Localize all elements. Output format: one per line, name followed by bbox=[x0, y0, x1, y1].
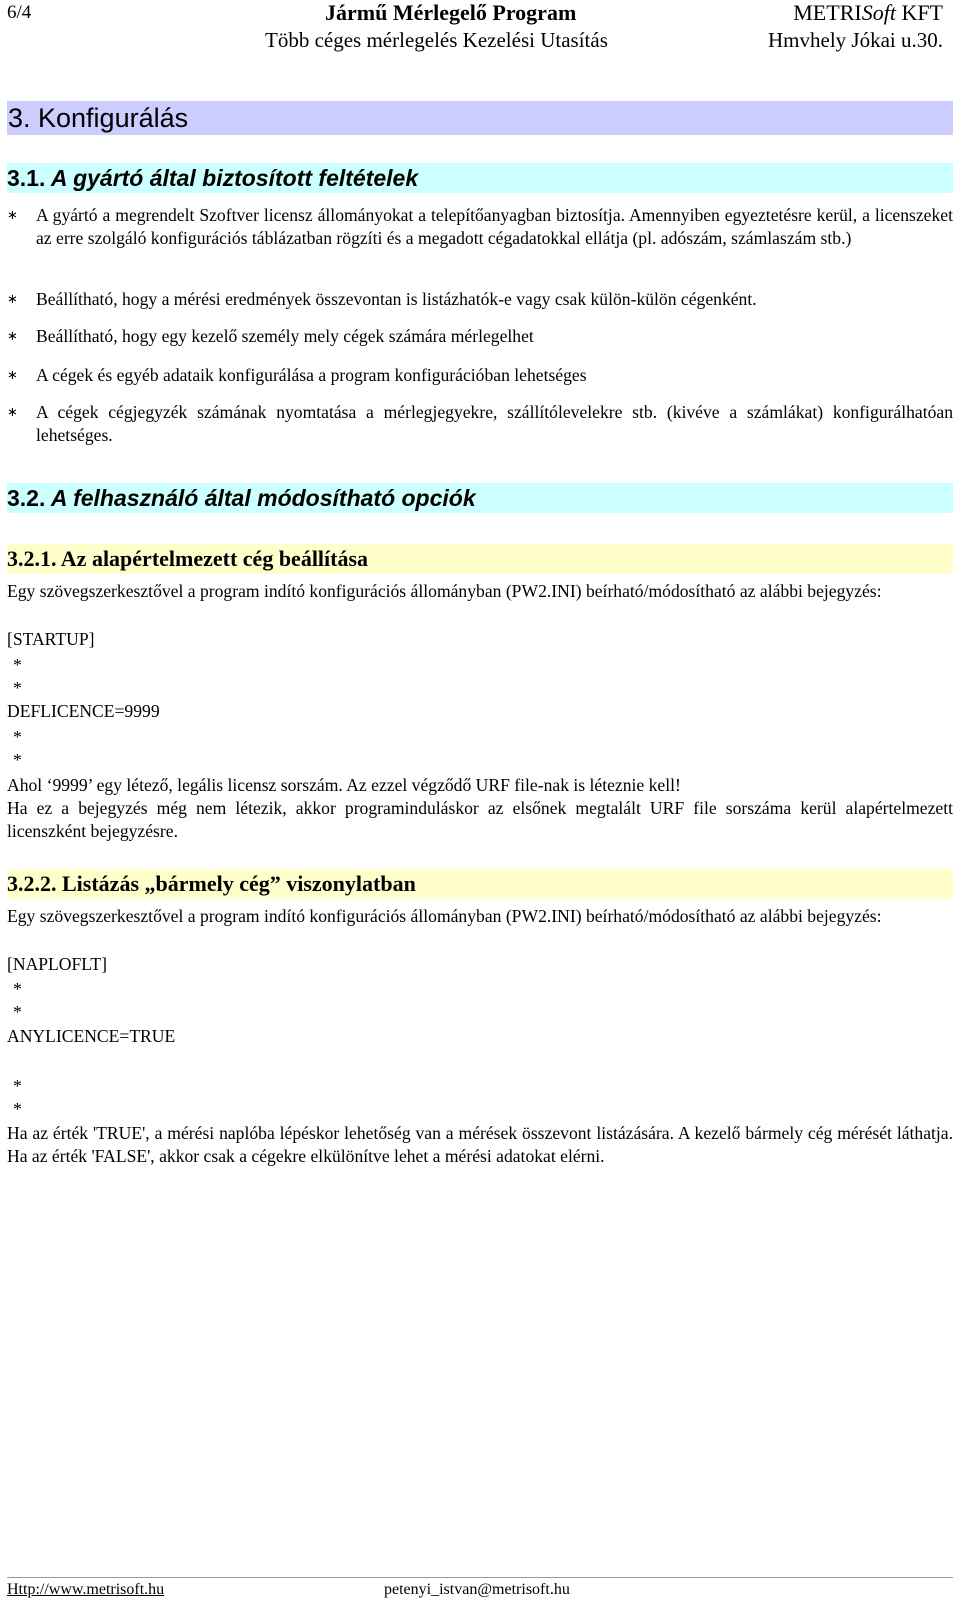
website-link[interactable]: Http://www.metrisoft.hu bbox=[7, 1581, 165, 1598]
heading-section-3-2-1: 3.2.1. Az alapértelmezett cég beállítása bbox=[7, 544, 953, 574]
company-name-italic: Soft bbox=[861, 0, 896, 25]
config-line-section: [STARTUP] bbox=[7, 629, 95, 649]
bullet-text: Beállítható, hogy egy kezelő személy mely cégek számára mérlegelhet bbox=[36, 326, 534, 346]
bullet-item bbox=[7, 401, 953, 447]
heading-text: A felhasználó által módosítható opciók bbox=[50, 485, 476, 511]
company-address: Hmvhely Jókai u.30. bbox=[768, 28, 943, 52]
config-ellipsis-star: * bbox=[13, 1076, 22, 1096]
bullet-text: A gyártó a megrendelt Szoftver licensz állományokat a telepítőanyagban biztosítja. Amennyiben egyeztetésre kerül, a licenszeket az erre szolgáló konfigurációs táblázatban rögzíti és a megadott cégadatokkal ellátja (pl. adószám, számlaszám stb.) bbox=[36, 205, 953, 248]
heading-section-3-2-2: 3.2.2. Listázás „bármely cég” viszonylatban bbox=[7, 869, 953, 899]
document-page bbox=[7, 0, 953, 1166]
paragraph-note: Ahol ‘9999’ egy létező, legális licensz sorszám. Az ezzel végződő URF file-nak is léteznie kell! bbox=[7, 775, 681, 795]
page-header bbox=[7, 0, 953, 56]
config-ellipsis-star: * bbox=[13, 727, 22, 747]
bullet-text: A cégek cégjegyzék számának nyomtatása a mérlegjegyekre, szállítólevelekre stb. (kivéve a számlákat) konfigurálhatóan lehetséges. bbox=[36, 402, 953, 445]
config-ellipsis-star: * bbox=[13, 979, 22, 999]
bullet-star-icon: ∗ bbox=[7, 208, 18, 223]
contact-email: petenyi_istvan@metrisoft.hu bbox=[384, 1581, 570, 1598]
document-subtitle: Több céges mérlegelés Kezelési Utasítás bbox=[265, 28, 608, 52]
heading-section-3: 3. Konfigurálás bbox=[7, 101, 953, 135]
bullet-item bbox=[7, 288, 953, 311]
heading-section-3-1 bbox=[7, 163, 953, 193]
company-name bbox=[793, 0, 943, 26]
config-ellipsis-star: * bbox=[13, 678, 22, 698]
bullet-text: A cégek és egyéb adataik konfigurálása a program konfigurációban lehetséges bbox=[36, 365, 587, 385]
page-footer bbox=[7, 1577, 953, 1598]
paragraph-note: Ha az érték 'TRUE', a mérési naplóba lépéskor lehetőség van a mérések összevont listázására. A kezelő bármely cég mérését láthatja. Ha az érték 'FALSE', akkor csak a cégekre elkülönítve lehet a mérési adatokat elérni. bbox=[7, 1123, 953, 1166]
bullet-item bbox=[7, 364, 953, 387]
paragraph-intro: Egy szövegszerkesztővel a program indító konfigurációs állományban (PW2.INI) beírható/módosítható az alábbi bejegyzés: bbox=[7, 581, 882, 601]
heading-number: 3.1. bbox=[7, 165, 46, 191]
company-name-part: METRI bbox=[793, 0, 862, 25]
bullet-star-icon: ∗ bbox=[7, 405, 18, 420]
heading-section-3-2 bbox=[7, 483, 953, 513]
config-ellipsis-star: * bbox=[13, 1002, 22, 1022]
bullet-item bbox=[7, 325, 953, 348]
config-line-entry: DEFLICENCE=9999 bbox=[7, 701, 160, 721]
config-ellipsis-star: * bbox=[13, 750, 22, 770]
config-ellipsis-star: * bbox=[13, 1099, 22, 1119]
config-line-section: [NAPLOFLT] bbox=[7, 954, 108, 974]
paragraph-note: Ha ez a bejegyzés még nem létezik, akkor programinduláskor az elsőnek megtalált URF file sorszáma kerül alapértelmezett licenszként bejegyzésre. bbox=[7, 798, 953, 841]
bullet-star-icon: ∗ bbox=[7, 368, 18, 383]
config-ellipsis-star: * bbox=[13, 655, 22, 675]
bullet-item bbox=[7, 204, 953, 250]
config-line-entry: ANYLICENCE=TRUE bbox=[7, 1026, 176, 1046]
page-number: 6/4 bbox=[7, 2, 32, 23]
company-name-suffix: KFT bbox=[895, 0, 943, 25]
bullet-text: Beállítható, hogy a mérési eredmények összevontan is listázhatók-e vagy csak külön-külön cégenként. bbox=[36, 289, 757, 309]
program-title: Jármű Mérlegelő Program bbox=[325, 0, 577, 25]
heading-number: 3.2. bbox=[7, 485, 46, 511]
bullet-star-icon: ∗ bbox=[7, 329, 18, 344]
heading-text: A gyártó által biztosított feltételek bbox=[50, 165, 419, 191]
paragraph-intro: Egy szövegszerkesztővel a program indító konfigurációs állományban (PW2.INI) beírható/módosítható az alábbi bejegyzés: bbox=[7, 906, 882, 926]
bullet-star-icon: ∗ bbox=[7, 292, 18, 307]
